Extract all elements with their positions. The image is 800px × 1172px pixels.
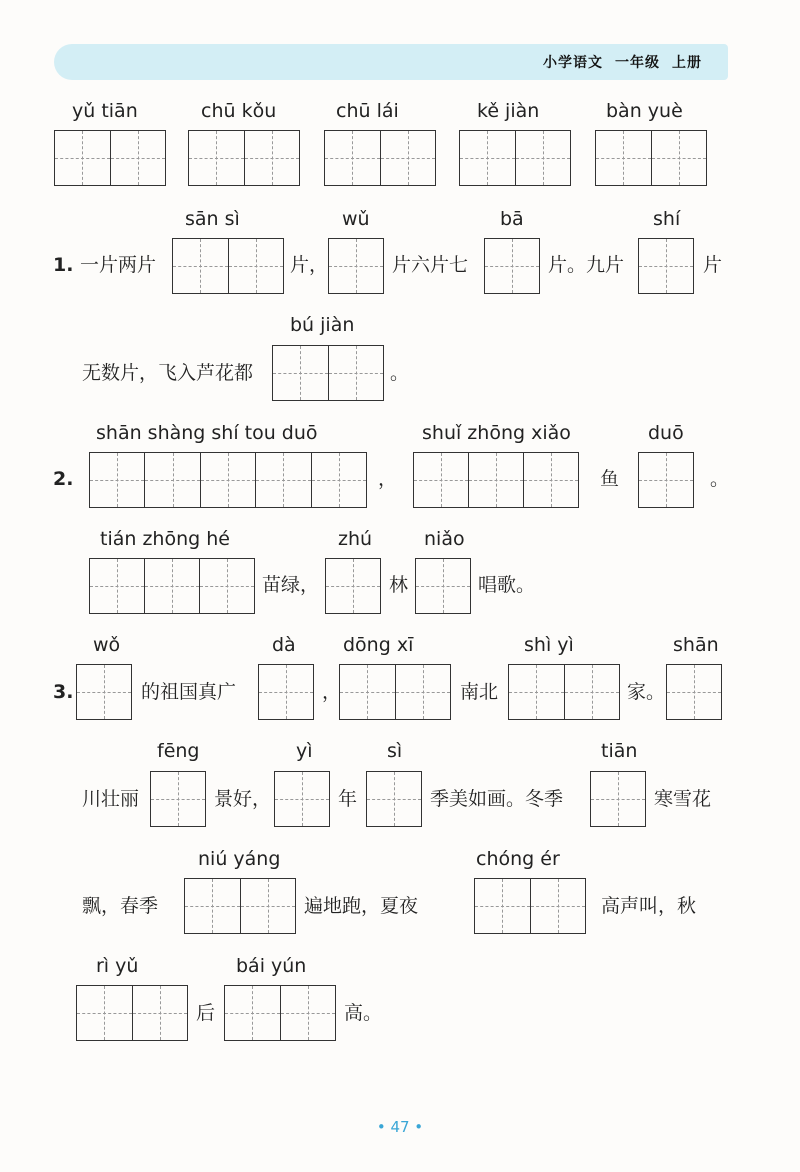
question-number: 2.: [53, 468, 74, 490]
writing-grid[interactable]: [638, 452, 694, 508]
writing-grid[interactable]: [413, 452, 579, 508]
writing-grid[interactable]: [274, 771, 330, 827]
sentence-text: 南北: [460, 681, 499, 703]
writing-grid[interactable]: [184, 878, 296, 934]
page-number: • 47 •: [376, 1118, 424, 1136]
pinyin-label: dōng xī: [343, 634, 414, 656]
pinyin-label: niǎo: [424, 528, 465, 550]
writing-grid[interactable]: [339, 664, 451, 720]
sentence-text: 高。: [344, 1002, 383, 1024]
writing-grid[interactable]: [54, 130, 166, 186]
sentence-text: 的祖国真广: [141, 681, 237, 703]
sentence-text: 无数片，飞入芦花都: [82, 362, 254, 384]
sentence-text: 川壮丽: [82, 788, 140, 810]
sentence-text: 飘，春季: [82, 895, 159, 917]
sentence-text: 。: [710, 468, 730, 490]
sentence-text: ，: [378, 468, 398, 490]
sentence-text: 景好，: [214, 788, 272, 810]
pinyin-label: tiān: [601, 740, 638, 762]
sentence-text: 片: [703, 254, 723, 276]
sentence-text: 家。: [627, 681, 666, 703]
writing-grid[interactable]: [328, 238, 384, 294]
pinyin-label: tián zhōng hé: [100, 528, 230, 550]
writing-grid[interactable]: [595, 130, 707, 186]
sentence-text: 苗绿，: [262, 574, 320, 596]
pinyin-label: yì: [296, 740, 313, 762]
sentence-text: 片。九片: [548, 254, 625, 276]
pinyin-label: niú yáng: [198, 848, 281, 870]
sentence-text: 一片两片: [80, 254, 157, 276]
sentence-text: 年: [338, 788, 358, 810]
pinyin-label: chóng ér: [476, 848, 560, 870]
sentence-text: 唱歌。: [478, 574, 536, 596]
pinyin-label: kě jiàn: [477, 100, 540, 122]
writing-grid[interactable]: [76, 985, 188, 1041]
sentence-text: 遍地跑，夏夜: [304, 895, 419, 917]
pinyin-label: shuǐ zhōng xiǎo: [422, 422, 571, 444]
writing-grid[interactable]: [415, 558, 471, 614]
pinyin-label: shí: [653, 208, 681, 230]
writing-grid[interactable]: [508, 664, 620, 720]
question-number: 3.: [53, 681, 74, 703]
sentence-text: 鱼: [600, 468, 620, 490]
header-bar: [54, 44, 728, 80]
sentence-text: 片六片七: [392, 254, 469, 276]
pinyin-label: yǔ tiān: [72, 100, 138, 122]
writing-grid[interactable]: [474, 878, 586, 934]
sentence-text: 季美如画。冬季: [430, 788, 564, 810]
pinyin-label: rì yǔ: [96, 955, 139, 977]
sentence-text: ，: [322, 681, 342, 703]
pinyin-label: sì: [387, 740, 403, 762]
writing-grid[interactable]: [325, 558, 381, 614]
pinyin-label: shì yì: [524, 634, 574, 656]
sentence-text: 后: [196, 1002, 216, 1024]
writing-grid[interactable]: [638, 238, 694, 294]
sentence-text: 高声叫，秋: [601, 895, 697, 917]
pinyin-label: bā: [500, 208, 524, 230]
sentence-text: 寒雪花: [654, 788, 712, 810]
pinyin-label: wǒ: [93, 634, 121, 656]
pinyin-label: dà: [272, 634, 296, 656]
pinyin-label: sān sì: [185, 208, 240, 230]
writing-grid[interactable]: [272, 345, 384, 401]
writing-grid[interactable]: [76, 664, 132, 720]
pinyin-label: shān shàng shí tou duō: [96, 422, 318, 444]
sentence-text: 林: [389, 574, 409, 596]
writing-grid[interactable]: [89, 452, 367, 508]
writing-grid[interactable]: [89, 558, 255, 614]
sentence-text: 片，: [290, 254, 329, 276]
writing-grid[interactable]: [666, 664, 722, 720]
writing-grid[interactable]: [258, 664, 314, 720]
writing-grid[interactable]: [224, 985, 336, 1041]
header-subject: 小学语文: [543, 55, 603, 71]
header-grade: 一年级: [615, 55, 660, 71]
pinyin-label: bú jiàn: [290, 314, 355, 336]
pinyin-label: bái yún: [236, 955, 307, 977]
pinyin-label: chū kǒu: [201, 100, 277, 122]
writing-grid[interactable]: [324, 130, 436, 186]
header-title: [531, 52, 702, 72]
writing-grid[interactable]: [172, 238, 284, 294]
pinyin-label: fēng: [157, 740, 200, 762]
sentence-text: 。: [390, 362, 410, 384]
question-number: 1.: [53, 254, 74, 276]
writing-grid[interactable]: [150, 771, 206, 827]
pinyin-label: shān: [673, 634, 719, 656]
pinyin-label: zhú: [338, 528, 373, 550]
pinyin-label: duō: [648, 422, 684, 444]
writing-grid[interactable]: [188, 130, 300, 186]
writing-grid[interactable]: [366, 771, 422, 827]
pinyin-label: wǔ: [342, 208, 370, 230]
pinyin-label: chū lái: [336, 100, 399, 122]
writing-grid[interactable]: [590, 771, 646, 827]
writing-grid[interactable]: [484, 238, 540, 294]
writing-grid[interactable]: [459, 130, 571, 186]
header-volume: 上册: [672, 55, 702, 71]
pinyin-label: bàn yuè: [606, 100, 683, 122]
